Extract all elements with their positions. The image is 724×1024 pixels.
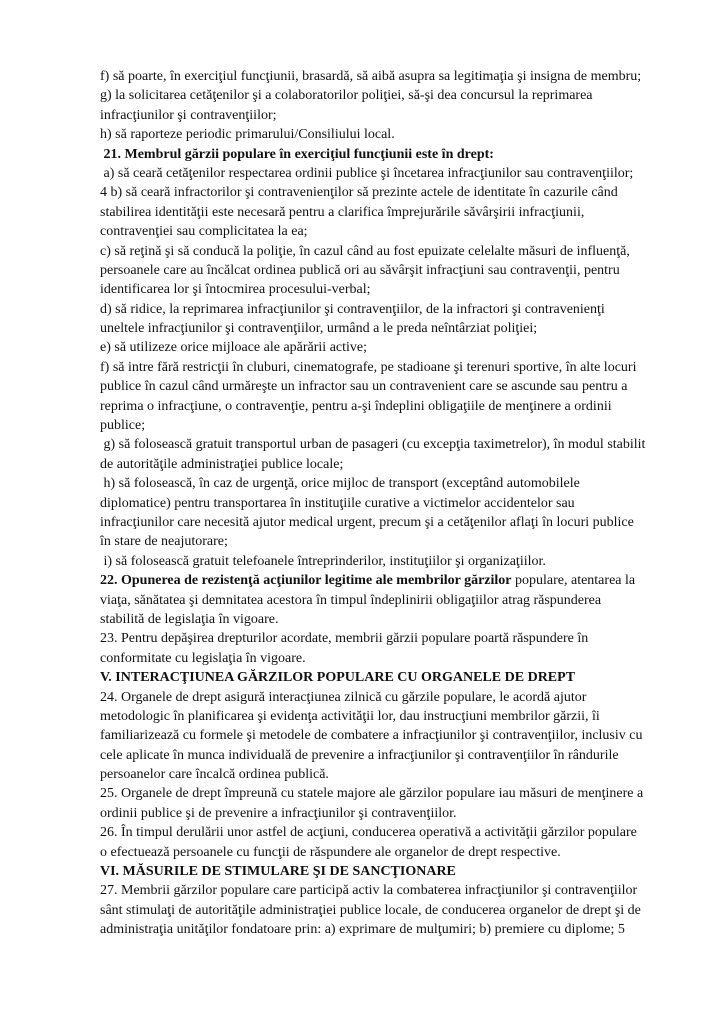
text-segment: viaţa, sănătatea şi demnitatea acestora în timpul îndeplinirii obligaţiilor atrag răspunderea (100, 592, 602, 608)
text-segment: identificarea lor şi întocmirea procesului-verbal; (100, 282, 371, 298)
bold-text-segment: V. INTERACŢIUNEA GĂRZILOR POPULARE CU ORGANELE DE DREPT (100, 670, 576, 686)
text-line (100, 881, 674, 900)
text-segment: publice în cazul când urmăreşte un infractor sau un contravenient care se ascunde sau pentru a (100, 379, 628, 395)
text-line (100, 455, 674, 474)
text-segment: familiarizează cu formele şi metodele de combatere a infracţiunilor şi contravenţiilor, inclusiv cu (100, 728, 643, 744)
text-line (100, 726, 674, 745)
text-line (100, 707, 674, 726)
text-segment: infracţiunilor care necesită ajutor medical urgent, precum şi a cetăţenilor aflaţi în locuri publice (100, 514, 634, 530)
text-line (100, 784, 674, 803)
text-segment: 26. În timpul derulării unor astfel de acţiuni, conducerea operativă a activităţii gărzilor populare (100, 825, 637, 841)
text-segment: stabilită de legislaţia în vigoare. (100, 611, 279, 627)
text-segment: sânt stimulaţi de autorităţile administraţiei publice locale, de conducerea organelor de drept şi de (100, 902, 641, 918)
text-line (100, 494, 674, 513)
text-segment: în stare de neajutorare; (100, 534, 228, 550)
text-line (100, 649, 674, 668)
text-segment: de autorităţile administraţiei publice locale; (100, 456, 344, 472)
text-line (100, 532, 674, 551)
text-segment: uneltele infracţiunilor şi contravenţiilor, urmând a le preda neîntârziat poliţiei; (100, 321, 538, 337)
text-line (100, 261, 674, 280)
text-segment: 4 b) să ceară infractorilor şi contravenienţilor să prezinte actele de identitate în cazurile când (100, 185, 618, 201)
text-segment: 24. Organele de drept asigură interacţiunea zilnică cu gărzile populare, le acordă ajutor (100, 689, 587, 705)
text-line (100, 474, 674, 493)
text-line (100, 300, 674, 319)
text-segment: i) să folosească gratuit telefoanele întreprinderilor, instituţiilor şi organizaţiilor. (100, 553, 546, 569)
text-segment: f) să poarte, în exerciţiul funcţiunii, brasardă, să aibă asupra sa legitimaţia şi insigna de membru; (100, 69, 642, 84)
text-line (100, 106, 674, 125)
text-segment: infracţiunilor şi contravenţiilor; (100, 107, 277, 123)
text-segment: cele aplicate în munca individuală de prevenire a infracţiunilor şi contravenţiilor în rândurile (100, 747, 619, 763)
text-line (100, 397, 674, 416)
text-segment: ordinii publice şi de prevenire a infracţiunilor şi contravenţiilor. (100, 805, 457, 821)
bold-text-segment: VI. MĂSURILE DE STIMULARE ŞI DE SANCŢIONARE (100, 864, 456, 880)
text-segment: publice; (100, 418, 146, 434)
text-line (100, 416, 674, 435)
text-segment: e) să utilizeze orice mijloace ale apărării active; (100, 340, 368, 356)
text-segment: diplomatice) pentru transportarea în instituţiile curative a victimelor accidentelor sau (100, 495, 575, 511)
text-segment: g) la solicitarea cetăţenilor şi a colaboratorilor poliţiei, să-şi dea concursul la reprimarea (100, 88, 593, 104)
text-line (100, 377, 674, 396)
text-segment: c) să reţină şi să conducă la poliţie, în cazul când au fost epuizate celelalte măsuri de influenţă, (100, 243, 630, 259)
text-line (100, 435, 674, 454)
text-line (100, 823, 674, 842)
document-text (100, 67, 674, 940)
text-line (100, 203, 674, 222)
text-line (100, 319, 674, 338)
text-line (100, 571, 674, 590)
text-line (100, 552, 674, 571)
text-segment: f) să intre fără restricţii în cluburi, cinematografe, pe stadioane şi terenuri sportive, în alte locuri (100, 359, 637, 375)
text-line (100, 86, 674, 105)
text-line (100, 765, 674, 784)
text-segment: reprima o infracţiune, o contravenţie, pentru a-şi îndeplini obligaţiile de menţinere a ordinii (100, 398, 612, 414)
text-line (100, 804, 674, 823)
text-segment: conformitate cu legislaţia în vigoare. (100, 650, 306, 666)
text-line (100, 610, 674, 629)
text-line (100, 688, 674, 707)
text-line (100, 591, 674, 610)
text-line (100, 843, 674, 862)
text-line (100, 746, 674, 765)
text-segment: g) să folosească gratuit transportul urban de pasageri (cu excepţia taximetrelor), în modul stabilit (100, 437, 646, 453)
text-line (100, 242, 674, 261)
text-line (100, 125, 674, 144)
heading-line (100, 862, 674, 881)
text-line (100, 513, 674, 532)
text-segment: administraţia unităţilor fondatoare prin: a) exprimare de mulţumiri; b) premiere cu diplome; 5 (100, 922, 625, 938)
text-segment: persoanelor care încalcă ordinea publică. (100, 767, 329, 783)
text-segment: d) să ridice, la reprimarea infracţiunilor şi contravenţiilor, de la infractori şi contravenienţi (100, 301, 605, 317)
text-segment: a) să ceară cetăţenilor respectarea ordinii publice şi încetarea infracţiunilor sau contravenţiilor; (100, 165, 634, 181)
text-segment: metodologic în planificarea şi evidenţa activităţii lor, dau instrucţiuni membrilor gărzii, îi (100, 708, 600, 724)
text-line (100, 164, 674, 183)
text-line (100, 629, 674, 648)
bold-text-segment: 21. Membrul gărzii populare în exerciţiul funcţiunii este în drept: (100, 146, 494, 162)
bold-text-segment: 22. Opunerea de rezistenţă acţiunilor legitime ale membrilor gărzilor (100, 573, 512, 589)
text-segment: 25. Organele de drept împreună cu statele majore ale gărzilor populare iau măsuri de menţinere a (100, 786, 644, 802)
text-segment: populare, atentarea la (511, 573, 636, 589)
text-line (100, 338, 674, 357)
text-line (100, 222, 674, 241)
text-segment: o efectuează persoanele cu funcţii de răspundere ale organelor de drept respective. (100, 844, 561, 860)
text-line (100, 358, 674, 377)
text-segment: 23. Pentru depăşirea drepturilor acordate, membrii gărzii populare poartă răspundere în (100, 631, 589, 647)
text-line (100, 67, 674, 86)
text-segment: 27. Membrii gărzilor populare care participă activ la combaterea infracţiunilor şi contravenţiilor (100, 883, 638, 899)
text-line (100, 920, 674, 939)
text-line (100, 280, 674, 299)
heading-line (100, 668, 674, 687)
heading-line (100, 145, 674, 164)
text-segment: stabilirea identităţii este necesară pentru a clarifica împrejurările săvârşirii infracţiunii, (100, 204, 585, 220)
text-segment: h) să raporteze periodic primarului/Consiliului local. (100, 127, 395, 143)
text-segment: h) să folosească, în caz de urgenţă, orice mijloc de transport (exceptând automobilele (100, 476, 580, 492)
text-line (100, 183, 674, 202)
text-segment: contravenţiei sau complicitatea la ea; (100, 224, 308, 240)
text-line (100, 901, 674, 920)
text-segment: persoanele care au încălcat ordinea publică ori au săvârşit infracţiuni sau contravenţii, pentru (100, 262, 620, 278)
